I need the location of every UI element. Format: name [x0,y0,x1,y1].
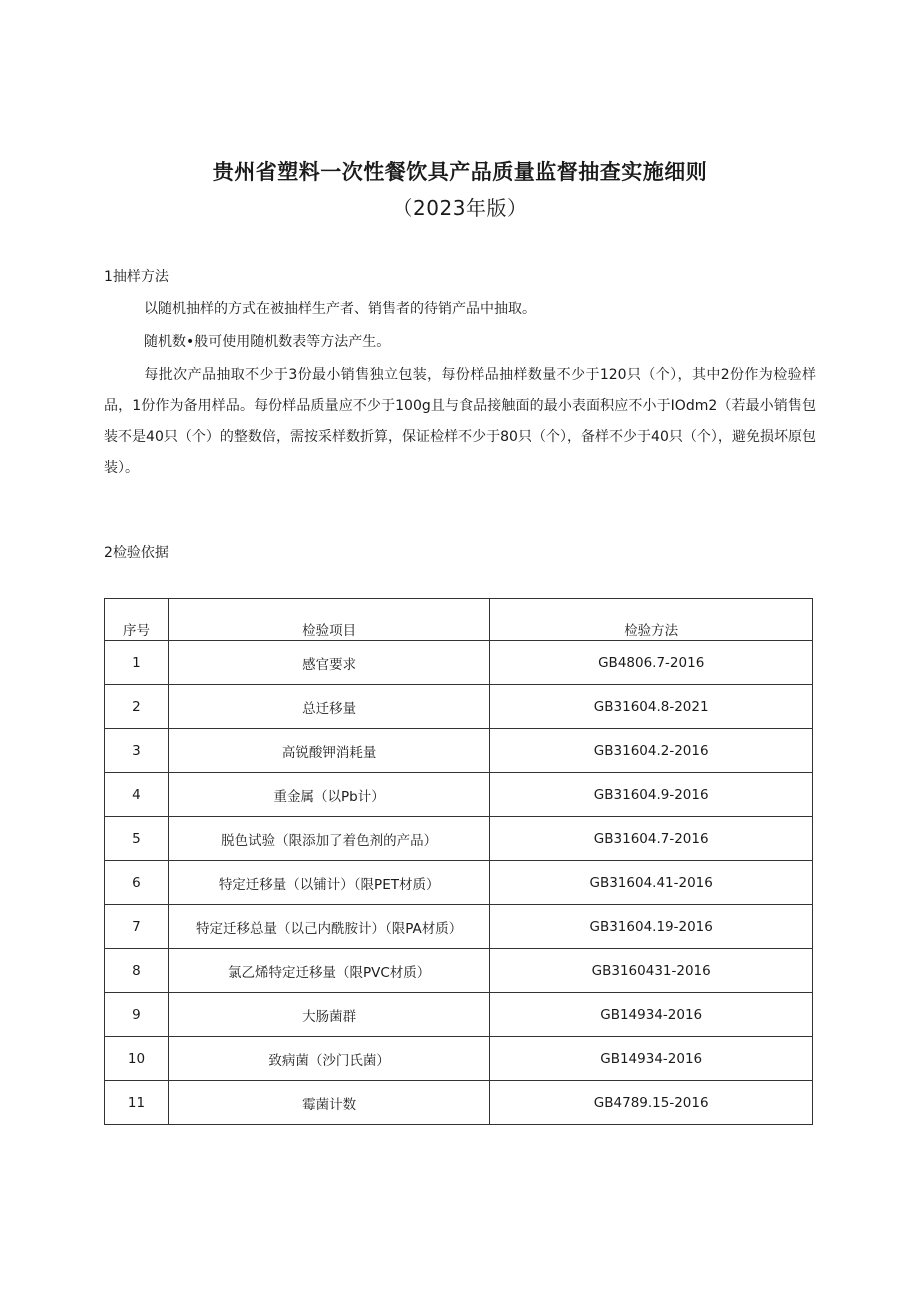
section-1-paragraph-3: 每批次产品抽取不少于3份最小销售独立包装，每份样品抽样数量不少于120只（个），其中2份作为检验样品，1份作为备用样品。每份样品质量应不少于100g且与食品接触面的最小表面积应不小于IOdm2（若最小销售包装不是40只（个）的整数倍，需按采样数折算，保证检样不少于80只（个），备样不少于40只（个），避免损坏原包装）。 [104,367,816,476]
row-item: 感官要求 [168,641,489,685]
section-1-heading: 1抽样方法 [104,269,169,285]
row-method: GB14934-2016 [490,993,813,1037]
header-method: 检验方法 [490,599,813,641]
row-serial: 6 [105,861,169,905]
row-item: 脱色试验（限添加了着色剂的产品） [168,817,489,861]
table-row [105,1081,813,1125]
table-row [105,729,813,773]
inspection-basis-table [104,598,813,1125]
row-method: GB14934-2016 [490,1037,813,1081]
table-row [105,773,813,817]
section-1-paragraph-2: 随机数•般可使用随机数表等方法产生。 [144,334,391,350]
row-serial: 10 [105,1037,169,1081]
row-serial: 2 [105,685,169,729]
row-item: 致病菌（沙门氏菌） [168,1037,489,1081]
row-item: 氯乙烯特定迁移量（限PVC材质） [168,949,489,993]
table-row [105,1037,813,1081]
table-row [105,861,813,905]
document-title: 贵州省塑料一次性餐饮具产品质量监督抽查实施细则 [212,160,708,184]
row-serial: 9 [105,993,169,1037]
row-serial: 8 [105,949,169,993]
row-method: GB3160431-2016 [490,949,813,993]
row-item: 总迁移量 [168,685,489,729]
document-edition: （2023年版） [392,196,528,220]
row-item: 霉菌计数 [168,1081,489,1125]
row-method: GB31604.8-2021 [490,685,813,729]
header-serial: 序号 [105,599,169,641]
row-method: GB4789.15-2016 [490,1081,813,1125]
row-serial: 11 [105,1081,169,1125]
row-item: 高锐酸钾消耗量 [168,729,489,773]
row-method: GB31604.9-2016 [490,773,813,817]
row-method: GB31604.2-2016 [490,729,813,773]
row-method: GB31604.7-2016 [490,817,813,861]
row-item: 特定迁移量（以铺计）（限PET材质） [168,861,489,905]
table-row [105,685,813,729]
row-item: 重金属（以Pb计） [168,773,489,817]
row-method: GB31604.19-2016 [490,905,813,949]
row-serial: 3 [105,729,169,773]
section-1-paragraph-1: 以随机抽样的方式在被抽样生产者、销售者的待销产品中抽取。 [144,301,536,317]
row-item: 特定迁移总量（以己内酰胺计）（限PA材质） [168,905,489,949]
row-serial: 5 [105,817,169,861]
table-header-row [105,599,813,641]
row-serial: 7 [105,905,169,949]
table-row [105,641,813,685]
table-row [105,905,813,949]
table-row [105,949,813,993]
row-serial: 4 [105,773,169,817]
row-method: GB4806.7-2016 [490,641,813,685]
table-row [105,993,813,1037]
header-item: 检验项目 [168,599,489,641]
table-row [105,817,813,861]
row-serial: 1 [105,641,169,685]
section-2-heading: 2检验依据 [104,545,169,561]
row-method: GB31604.41-2016 [490,861,813,905]
row-item: 大肠菌群 [168,993,489,1037]
